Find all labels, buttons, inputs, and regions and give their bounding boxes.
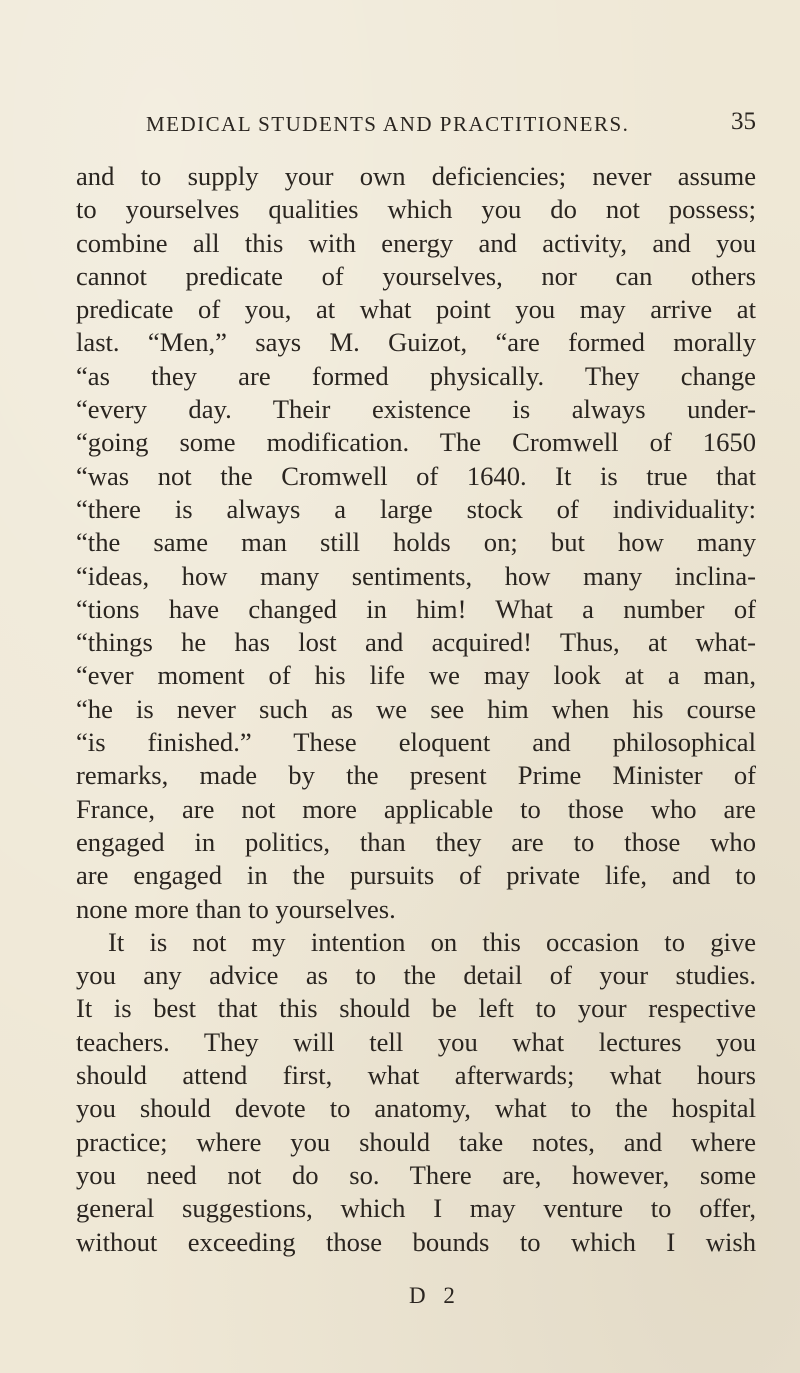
text-line: are engaged in the pursuits of private life, and to — [76, 860, 756, 891]
text-line: “as they are formed physically. They change — [76, 360, 756, 391]
text-line: “is finished.” These eloquent and philosophical — [76, 727, 756, 758]
text-line: teachers. They will tell you what lectures you — [76, 1026, 756, 1057]
running-head — [146, 108, 756, 142]
text-line: “tions have changed in him! What a number of — [76, 593, 756, 624]
text-line: combine all this with energy and activity, and you — [76, 227, 756, 258]
text-line: to yourselves qualities which you do not possess; — [76, 194, 756, 225]
text-line: and to supply your own deficiencies; never assume — [76, 161, 756, 191]
text-line: France, are not more applicable to those who are — [76, 793, 756, 824]
text-line: “there is always a large stock of individuality: — [76, 493, 756, 524]
signature-mark: D 2 — [409, 1283, 461, 1308]
text-line: It is best that this should be left to your respective — [76, 993, 756, 1024]
text-line: “every day. Their existence is always under- — [76, 394, 756, 425]
text-line: you need not do so. There are, however, some — [76, 1159, 756, 1190]
text-line: practice; where you should take notes, and where — [76, 1126, 756, 1157]
text-line: you should devote to anatomy, what to the hospital — [76, 1093, 756, 1124]
paragraph-start-line: It is not my intention on this occasion to give — [108, 926, 756, 957]
text-line: “things he has lost and acquired! Thus, at what- — [76, 627, 756, 658]
text-line: predicate of you, at what point you may arrive at — [76, 294, 756, 325]
body-text — [76, 160, 756, 1259]
text-line: engaged in politics, than they are to those who — [76, 826, 756, 857]
running-title: MEDICAL STUDENTS AND PRACTITIONERS. — [146, 112, 630, 136]
text-line: “he is never such as we see him when his course — [76, 693, 756, 724]
text-line: “ideas, how many sentiments, how many inclina- — [76, 560, 756, 591]
text-line: you any advice as to the detail of your studies. — [76, 960, 756, 991]
text-line: “ever moment of his life we may look at a man, — [76, 660, 756, 691]
text-line: “going some modification. The Cromwell of 1650 — [76, 427, 756, 458]
page-number: 35 — [731, 108, 756, 135]
text-line: last. “Men,” says M. Guizot, “are formed morally — [76, 327, 756, 358]
paragraph-end-line: none more than to yourselves. — [76, 893, 396, 924]
text-line: should attend first, what afterwards; what hours — [76, 1060, 756, 1091]
text-line: general suggestions, which I may venture to offer, — [76, 1193, 756, 1224]
text-line: “was not the Cromwell of 1640. It is true that — [76, 460, 756, 491]
text-line: “the same man still holds on; but how many — [76, 527, 756, 558]
text-line: cannot predicate of yourselves, nor can others — [76, 260, 756, 291]
text-line: remarks, made by the present Prime Minister of — [76, 760, 756, 791]
text-line: without exceeding those bounds to which I wish — [76, 1226, 756, 1257]
